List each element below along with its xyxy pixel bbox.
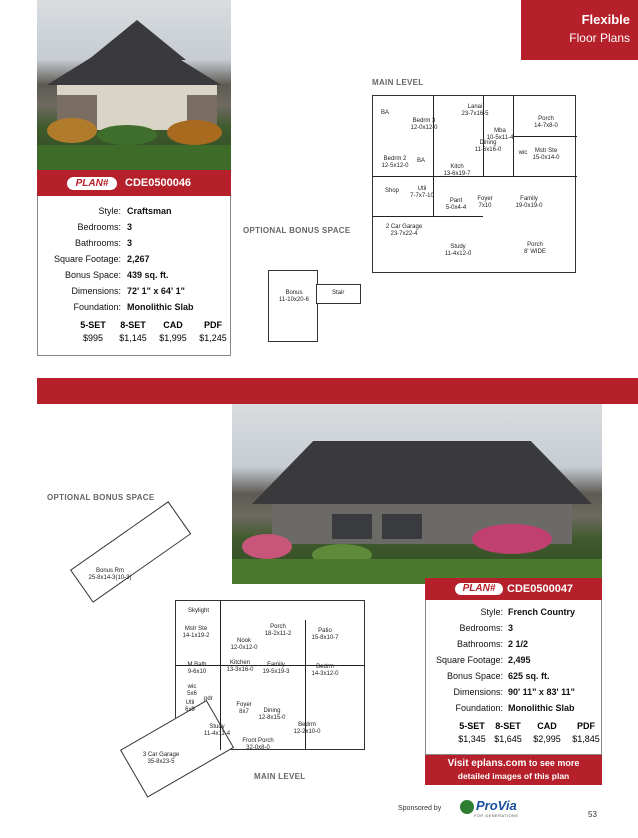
header-subtitle: Floor Plans bbox=[569, 31, 630, 45]
room-label: Util 7-7x7-10 bbox=[410, 186, 434, 199]
room-label: Bedrm 14-3x12-0 bbox=[311, 664, 339, 677]
plan-code: CDE0500046 bbox=[125, 177, 192, 189]
cta-line1: Visit eplans.com to see more bbox=[447, 758, 580, 769]
room-label: wic 5x6 bbox=[187, 684, 197, 697]
spec-row: Foundation: Monolithic Slab bbox=[73, 302, 194, 312]
header-banner bbox=[521, 0, 638, 60]
spec-row: Bonus Space: 625 sq. ft. bbox=[446, 671, 550, 681]
spec-row: Dimensions: 72' 1" x 64' 1" bbox=[71, 286, 185, 296]
room-label: Foyer 8x7 bbox=[236, 702, 252, 715]
house-photo-french-country bbox=[232, 404, 602, 584]
provia-tagline: FOR GENERATIONS bbox=[474, 813, 519, 818]
room-label: Study 11-4x11-4 bbox=[203, 724, 231, 737]
spec-row: Bedrooms: 3 bbox=[459, 623, 514, 633]
room-label: wic bbox=[518, 150, 528, 156]
room-label: Foyer 7x10 bbox=[477, 196, 493, 209]
room-label: Bedrm 2 12-5x12-0 bbox=[381, 156, 409, 169]
bonus-space-caption: OPTIONAL BONUS SPACE bbox=[243, 226, 351, 235]
room-label: Family 19-5x19-3 bbox=[262, 662, 290, 675]
price-col: 5-SET $995 bbox=[80, 320, 106, 343]
main-level-caption: MAIN LEVEL bbox=[372, 78, 424, 87]
room-label: Nook 12-0x12-0 bbox=[230, 638, 258, 651]
room-label: Skylight bbox=[188, 608, 210, 614]
room-label: Kitchen 13-3x16-0 bbox=[226, 660, 254, 673]
room-label: Lanai 23-7x16-5 bbox=[461, 104, 489, 117]
price-col: CAD $2,995 bbox=[533, 721, 561, 744]
bonus-space-caption: OPTIONAL BONUS SPACE bbox=[47, 493, 155, 502]
room-label: Family 19-0x19-0 bbox=[515, 196, 543, 209]
plan-logo: PLAN# bbox=[67, 177, 117, 190]
spec-row: Bedrooms: 3 bbox=[77, 222, 133, 232]
room-label: 3 Car Garage 35-8x23-5 bbox=[142, 752, 180, 765]
provia-wordmark: ProVia bbox=[476, 798, 517, 813]
header-title: Flexible bbox=[581, 12, 630, 27]
room-label: Front Porch 32-0x8-0 bbox=[242, 738, 274, 751]
spec-row: Foundation: Monolithic Slab bbox=[455, 703, 575, 713]
spec-row: Square Footage: 2,267 bbox=[53, 254, 150, 264]
spec-row: Style: French Country bbox=[480, 607, 576, 617]
room-label: Shop bbox=[385, 188, 400, 194]
price-col: CAD $1,995 bbox=[159, 320, 187, 343]
room-label: Bedrm 12-2x10-0 bbox=[293, 722, 321, 735]
house-photo-craftsman bbox=[37, 0, 231, 170]
room-label: Dining 11-6x16-0 bbox=[474, 140, 502, 153]
floor-plan-bonus bbox=[268, 270, 363, 342]
room-label: Mstr Ste 14-1x19-2 bbox=[182, 626, 210, 639]
room-label: Dining 12-8x15-0 bbox=[258, 708, 286, 721]
room-label: pdr bbox=[204, 696, 213, 702]
provia-swoosh-icon bbox=[460, 800, 474, 814]
plan-code-bar bbox=[37, 170, 231, 196]
provia-logo[interactable] bbox=[460, 798, 530, 820]
price-col: 8-SET $1,145 bbox=[119, 320, 147, 343]
cta-line2: detailed images of this plan bbox=[457, 771, 570, 781]
cta-link[interactable]: Visit eplans.com bbox=[447, 758, 527, 769]
room-label: Bonus 11-10x20-6 bbox=[279, 290, 309, 303]
plan-code: CDE0500047 bbox=[507, 583, 574, 595]
price-table bbox=[455, 721, 603, 744]
plan-code-bar bbox=[425, 578, 602, 600]
room-label: BA bbox=[381, 110, 390, 116]
spec-row: Square Footage: 2,495 bbox=[435, 655, 531, 665]
room-label: Bedrm 3 12-0x12-0 bbox=[410, 118, 438, 131]
price-col: PDF $1,845 bbox=[572, 721, 600, 744]
room-label: Porch 8' WIDE bbox=[524, 242, 546, 255]
floor-plan-bonus bbox=[60, 520, 210, 600]
price-table bbox=[75, 320, 231, 343]
room-label: BA bbox=[417, 158, 426, 164]
main-level-caption: MAIN LEVEL bbox=[254, 772, 306, 781]
price-col: 5-SET $1,345 bbox=[458, 721, 486, 744]
spec-list bbox=[425, 607, 602, 719]
spec-list bbox=[37, 206, 231, 318]
room-label: Study 11-4x12-0 bbox=[444, 244, 472, 257]
floor-plan-main-level bbox=[120, 600, 365, 775]
floor-plan-main-level bbox=[372, 95, 576, 273]
sponsored-by: Sponsored by bbox=[398, 805, 442, 812]
room-label: Porch 14-7x8-0 bbox=[534, 116, 558, 129]
room-label: Util 6x9 bbox=[185, 700, 195, 713]
room-label: Pant 5-0x4-4 bbox=[445, 198, 467, 211]
price-col: PDF $1,245 bbox=[199, 320, 227, 343]
eplans-cta[interactable] bbox=[425, 755, 602, 785]
room-label: Bonus Rm 25-8x14-3(10-3) bbox=[88, 568, 132, 581]
room-label: Stair bbox=[332, 290, 345, 296]
spec-row: Bathrooms: 3 bbox=[74, 238, 133, 248]
spec-row: Dimensions: 90' 11" x 83' 11" bbox=[453, 687, 575, 697]
room-label: Patio 15-8x10-7 bbox=[311, 628, 339, 641]
room-label: Mba 10-5x11-4 bbox=[486, 128, 514, 141]
section-divider bbox=[37, 378, 638, 404]
room-label: Porch 18-2x11-2 bbox=[264, 624, 292, 637]
spec-row: Bathrooms: 2 1/2 bbox=[456, 639, 529, 649]
price-col: 8-SET $1,645 bbox=[494, 721, 522, 744]
plan-logo: PLAN# bbox=[455, 583, 503, 595]
room-label: Kitch 13-6x19-7 bbox=[443, 164, 471, 177]
spec-row: Style: Craftsman bbox=[98, 206, 172, 216]
spec-row: Bonus Space: 439 sq. ft. bbox=[64, 270, 169, 280]
room-label: Mstr Ste 15-0x14-0 bbox=[532, 148, 560, 161]
page-number: 53 bbox=[588, 810, 597, 819]
room-label: M Bath 9-6x10 bbox=[187, 662, 207, 675]
room-label: 2 Car Garage 23-7x22-4 bbox=[385, 224, 423, 237]
